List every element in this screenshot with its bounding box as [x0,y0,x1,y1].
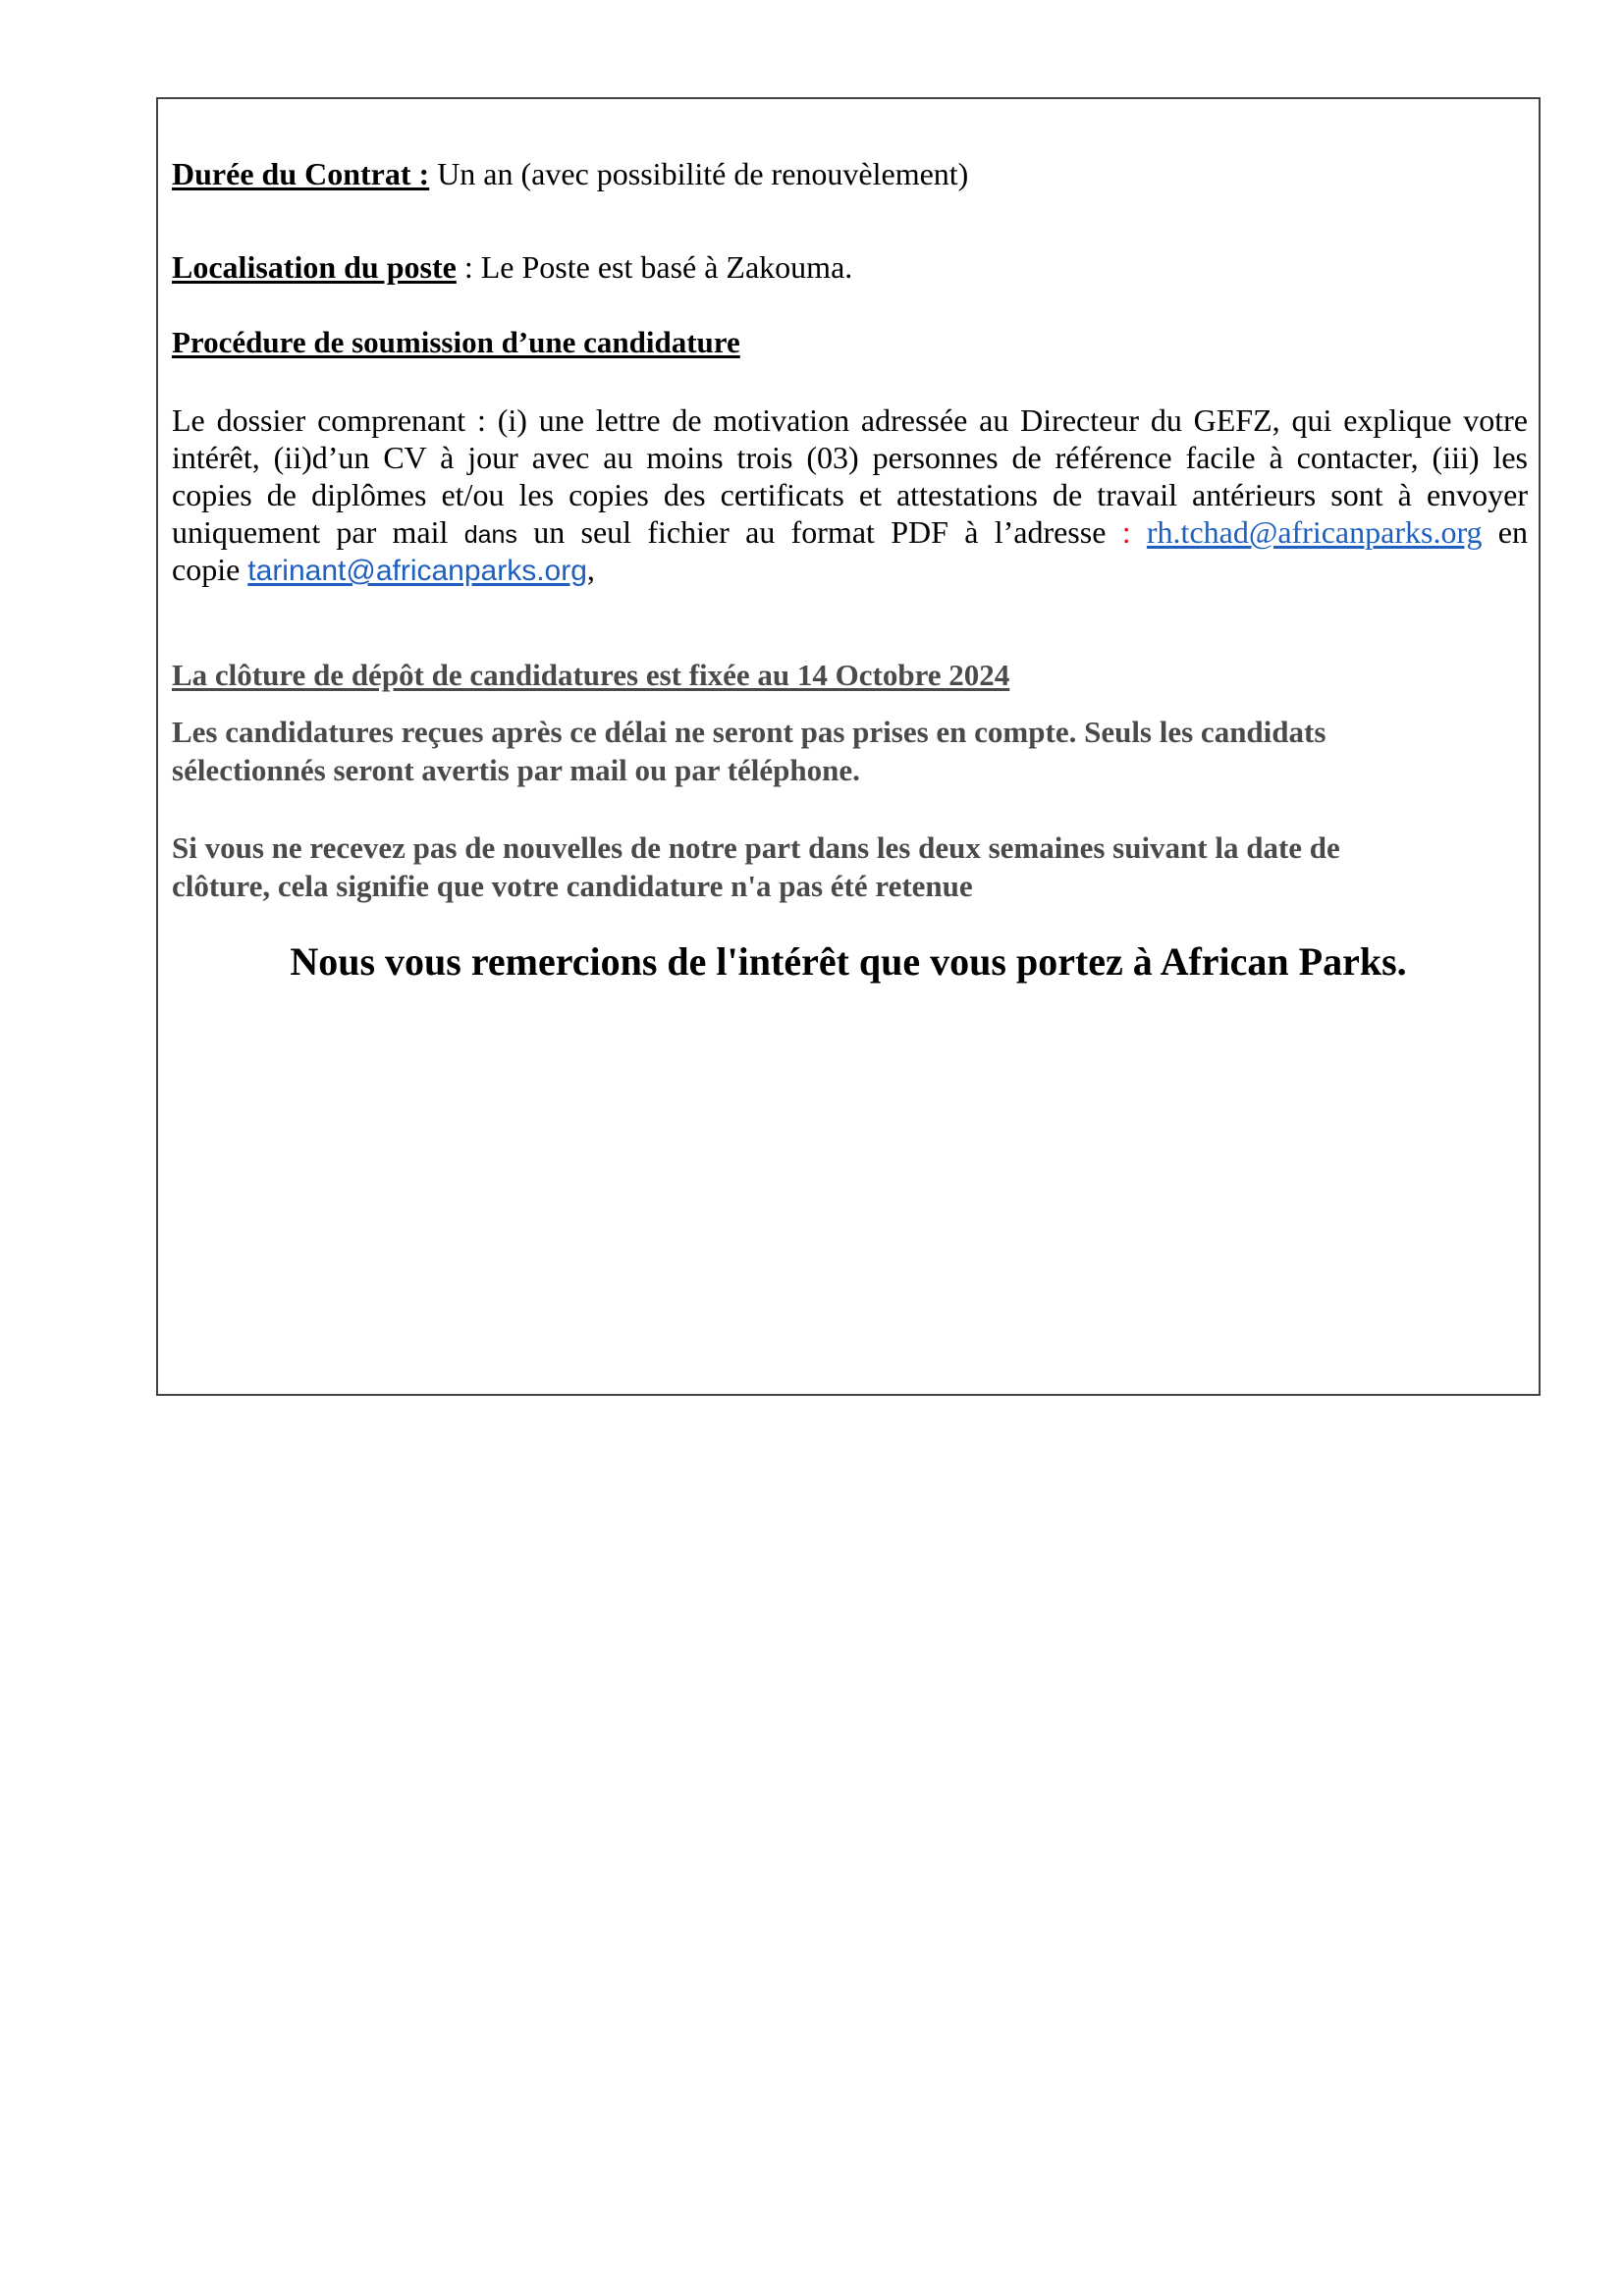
procedure-line: copies de diplômes et/ou les copies des certificats et attestations de travail antérieurs sont à envoyer [172,477,1528,512]
contract-duration-label: Durée du Contrat : [172,156,430,191]
procedure-text-dans: dans [463,521,517,549]
procedure-text: copie [172,552,248,587]
procedure-text: en [1482,514,1529,550]
closing-thanks: Nous vous remercions de l'intérêt que vous portez à African Parks. [290,939,1407,984]
procedure-line [172,551,1528,588]
primary-email-link[interactable]: rh.tchad@africanparks.org [1146,514,1483,550]
procedure-text: un seul fichier au format PDF à l’adresse [516,514,1122,550]
contract-duration-line [172,155,1528,192]
job-location-line [172,248,1528,286]
procedure-paragraph [172,401,1528,588]
procedure-line: intérêt, (ii)d’un CV à jour avec au moins trois (03) personnes de référence facile à contacter, (iii) les [172,440,1528,475]
job-location-label: Localisation du poste [172,249,457,285]
deadline-heading: La clôture de dépôt de candidatures est fixée au 14 Octobre 2024 [172,658,1010,692]
procedure-text: , [586,552,595,587]
late-applications-line: Les candidatures reçues après ce délai ne seront pas prises en compte. Seuls les candidats [172,715,1326,749]
procedure-heading: Procédure de soumission d’une candidature [172,325,740,359]
copy-email-link[interactable]: tarinant@africanparks.org [247,555,587,587]
procedure-text: uniquement par mail [172,514,464,550]
late-applications-line: sélectionnés seront avertis par mail ou par téléphone. [172,753,860,787]
red-colon: : [1121,514,1131,550]
job-location-value: : Le Poste est basé à Zakouma. [456,249,853,285]
contract-duration-value: Un an (avec possibilité de renouvèlement) [429,156,969,191]
no-reply-line: Si vous ne recevez pas de nouvelles de notre part dans les deux semaines suivant la date de [172,830,1340,865]
procedure-line: Le dossier comprenant : (i) une lettre de motivation adressée au Directeur du GEFZ, qui explique votre [172,402,1528,438]
no-reply-line: clôture, cela signifie que votre candidature n'a pas été retenue [172,869,973,903]
procedure-line [172,513,1528,551]
